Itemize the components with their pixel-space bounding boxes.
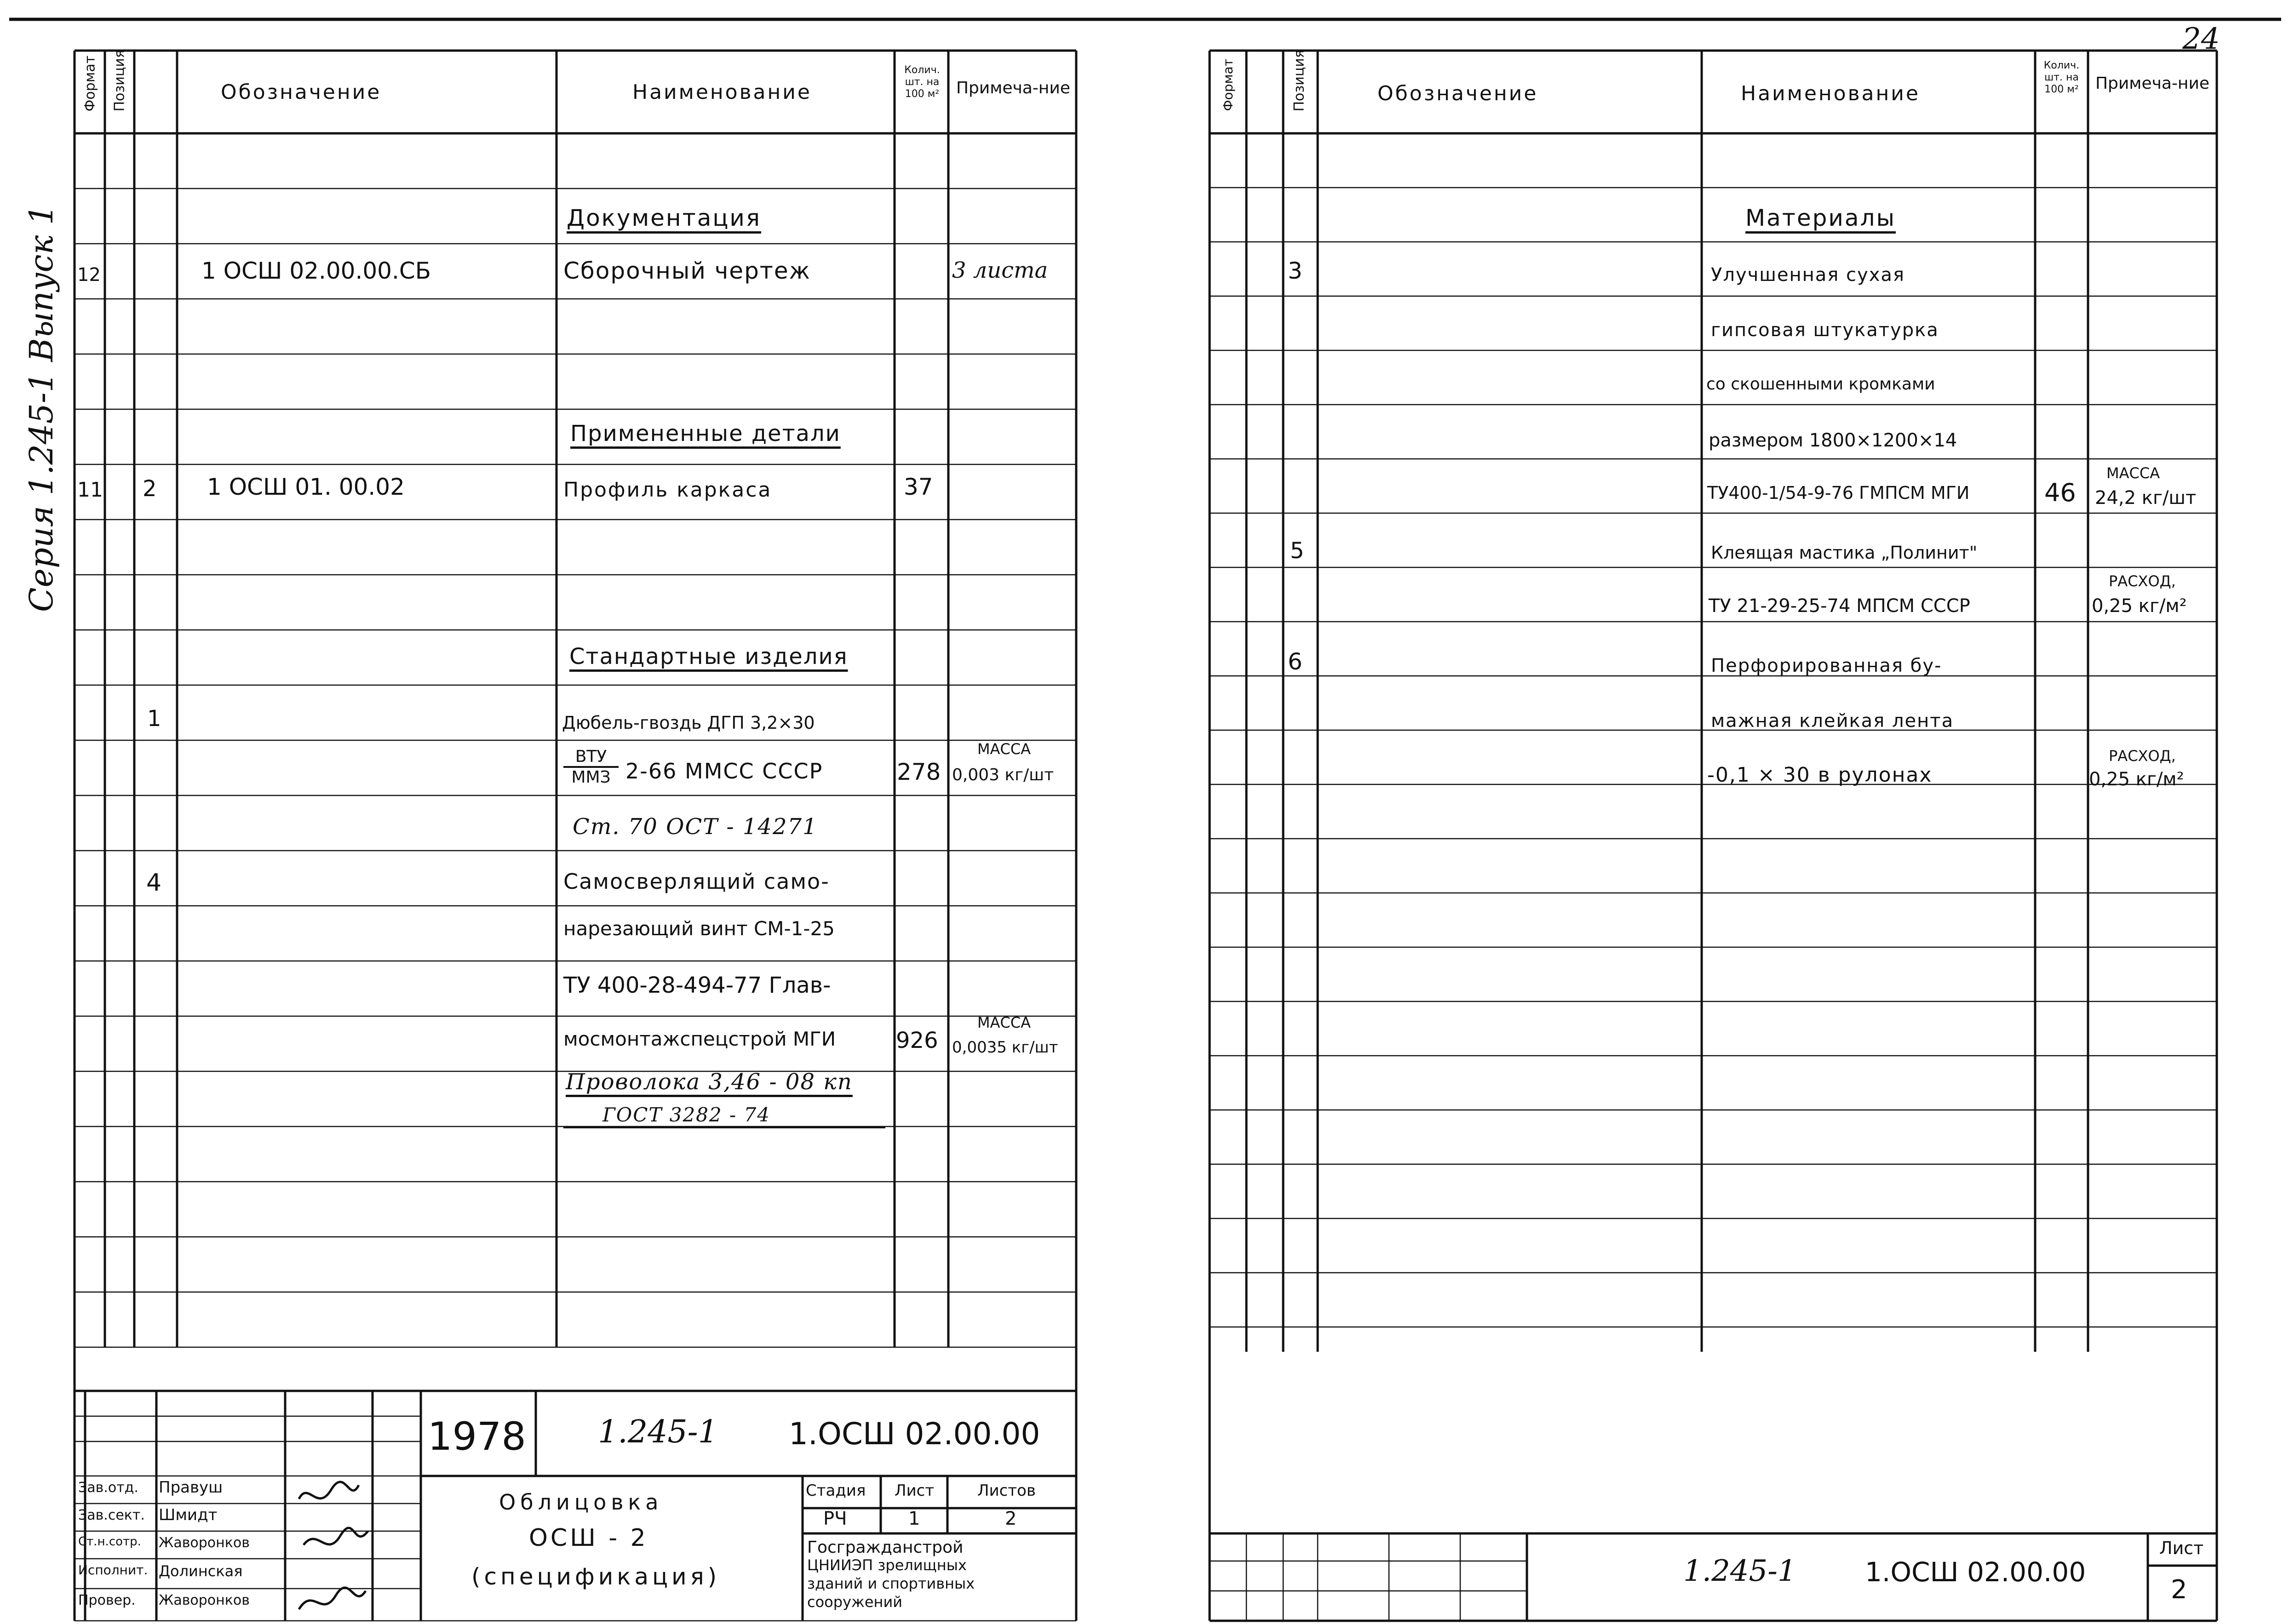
row-name: гипсовая штукатурка	[1711, 320, 1939, 341]
row-qty: 37	[904, 474, 933, 500]
page-number: 24	[2182, 22, 2220, 56]
signature	[290, 1471, 373, 1618]
row-name: со скошенными кромками	[1706, 375, 1935, 394]
row-position: 5	[1290, 538, 1304, 564]
row-note: 0,25 кг/м²	[2092, 595, 2187, 617]
row-name: -0,1 × 30 в рулонах	[1707, 763, 1933, 787]
header-designation: Обозначение	[1377, 82, 1538, 105]
doc-title: (спецификация)	[471, 1563, 721, 1590]
row-name: размером 1800×1200×14	[1709, 430, 1957, 451]
person-name: Долинская	[159, 1562, 243, 1580]
header-name: Наименование	[632, 80, 812, 104]
row-name: мажная клейкая лента	[1711, 710, 1954, 732]
row-note: 0,0035 кг/шт	[952, 1038, 1058, 1057]
header-note: Примеча-ние	[2095, 74, 2210, 93]
org-name: ЦНИИЭП зрелищных	[807, 1556, 967, 1574]
header-qty: Колич. шт. на 100 м²	[2043, 60, 2080, 95]
row-position: 2	[143, 476, 157, 502]
header-format: Формат	[1220, 58, 1236, 111]
row-name: Сборочный чертеж	[563, 257, 811, 284]
sheet-value: 1	[908, 1508, 920, 1529]
row-position: 6	[1288, 648, 1302, 675]
doc-title: ОСШ - 2	[529, 1524, 648, 1552]
row-note: РАСХОД,	[2109, 747, 2176, 765]
row-position: 3	[1288, 257, 1302, 284]
row-note: МАССА	[2106, 464, 2160, 482]
row-name: Самосверлящий само-	[563, 869, 830, 894]
stage-label: Стадия	[806, 1481, 866, 1500]
series-vertical-label: Серия 1.245-1 Выпуск 1	[23, 204, 60, 612]
row-name: Улучшенная сухая	[1711, 264, 1905, 286]
section-applied-parts: Примененные детали	[570, 421, 841, 446]
row-designation: 1 ОСШ 01. 00.02	[207, 474, 405, 500]
role-label: Зав.сект.	[78, 1507, 145, 1523]
row-name: Профиль каркаса	[563, 478, 772, 502]
row-name: ТУ400-1/54-9-76 ГМПСМ МГИ	[1707, 483, 1970, 503]
row-qty: 46	[2044, 478, 2076, 507]
section-standard-items: Стандартные изделия	[569, 644, 848, 669]
row-note: РАСХОД,	[2109, 572, 2176, 590]
row-note: МАССА	[977, 740, 1031, 758]
footer-sheet-value: 2	[2171, 1575, 2187, 1605]
row-name: 2-66 ММСС СССР	[625, 759, 823, 783]
header-name: Наименование	[1741, 82, 1920, 105]
row-qty: 278	[897, 759, 941, 785]
role-label: Зав.отд.	[78, 1480, 138, 1496]
row-name: ГОСТ 3282 - 74	[602, 1104, 770, 1126]
person-name: Правуш	[159, 1478, 223, 1497]
doc-title: Облицовка	[499, 1490, 663, 1515]
org-name: зданий и спортивных	[807, 1575, 975, 1592]
row-position: 4	[146, 869, 162, 897]
divider	[563, 1127, 885, 1128]
header-note: Примеча-ние	[956, 79, 1071, 97]
row-format: 12	[77, 264, 101, 286]
row-designation: 1 ОСШ 02.00.00.СБ	[201, 257, 431, 284]
row-position: 1	[147, 706, 161, 732]
fraction-top: ВТУ	[563, 747, 619, 768]
row-note: 24,2 кг/шт	[2095, 487, 2197, 509]
role-label: Исполнит.	[78, 1562, 148, 1578]
fraction	[563, 747, 619, 787]
footer-sheet-label: Лист	[2159, 1538, 2204, 1558]
person-name: Шмидт	[159, 1506, 218, 1524]
header-format: Формат	[82, 55, 98, 112]
sheets-value: 2	[1005, 1508, 1017, 1529]
stage-value: РЧ	[823, 1508, 847, 1529]
person-name: Жаворонков	[159, 1535, 250, 1551]
row-note: 0,003 кг/шт	[952, 766, 1054, 784]
row-name: мосмонтажспецстрой МГИ	[563, 1028, 836, 1050]
org-name: сооружений	[807, 1593, 903, 1611]
row-name: Дюбель-гвоздь ДГП 3,2×30	[562, 713, 815, 733]
person-name: Жаворонков	[159, 1592, 250, 1608]
row-format: 11	[77, 478, 103, 502]
role-label: Ст.н.сотр.	[78, 1535, 141, 1549]
row-name: Клеящая мастика „Полинит"	[1711, 543, 1978, 563]
row-note: 3 листа	[952, 257, 1048, 283]
footer-code: 1.ОСШ 02.00.00	[1865, 1556, 2086, 1588]
fraction-bottom: ММЗ	[571, 768, 611, 787]
section-materials: Материалы	[1745, 205, 1896, 231]
title-year: 1978	[428, 1414, 526, 1459]
row-name: ТУ 21-29-25-74 МПСМ СССР	[1709, 595, 1970, 617]
role-label: Провер.	[78, 1592, 136, 1608]
row-name: Перфорированная бу-	[1711, 655, 1942, 676]
title-code: 1.ОСШ 02.00.00	[789, 1416, 1040, 1452]
section-documentation: Документация	[567, 205, 761, 231]
row-qty: 926	[896, 1028, 938, 1053]
header-position: Позиция	[111, 50, 128, 112]
row-name: ТУ 400-28-494-77 Глав-	[563, 972, 831, 998]
row-name: Ст. 70 ОСТ - 14271	[573, 814, 818, 840]
org-name: Госгражданстрой	[807, 1538, 964, 1557]
footer-series: 1.245-1	[1683, 1554, 1796, 1588]
header-position: Позиция	[1291, 50, 1308, 112]
row-note: МАССА	[977, 1014, 1031, 1031]
header-qty: Колич. шт. на 100 м²	[904, 64, 940, 100]
title-series: 1.245-1	[598, 1414, 718, 1450]
row-name: Проволока 3,46 - 08 кп	[566, 1069, 853, 1095]
header-designation: Обозначение	[221, 80, 382, 104]
row-name: нарезающий винт СМ-1-25	[563, 917, 835, 940]
row-note: 0,25 кг/м²	[2089, 769, 2184, 790]
sheet-label: Лист	[895, 1481, 935, 1500]
sheets-label: Листов	[977, 1481, 1036, 1500]
